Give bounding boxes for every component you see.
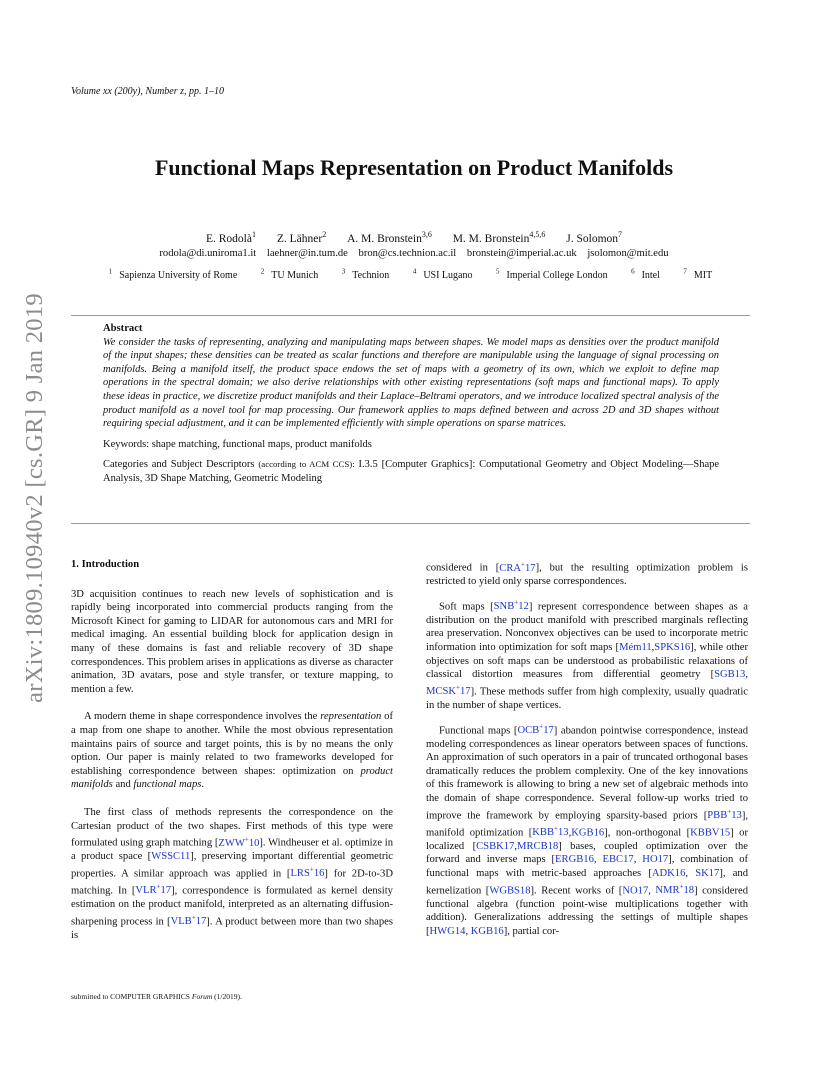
affiliations — [0, 268, 828, 281]
citation-link[interactable]: EBC17 — [602, 854, 634, 866]
affiliation: $^5$ Imperial College London — [495, 268, 608, 282]
citation-link[interactable]: SK17 — [695, 868, 720, 880]
email: jsolomon@mit.edu — [587, 248, 669, 259]
author-list — [0, 230, 828, 245]
section-heading: 1. Introduction — [71, 559, 140, 570]
citation-link[interactable]: LRS+16 — [290, 865, 325, 880]
citation-link[interactable]: KBB+13 — [532, 824, 569, 839]
citation-link[interactable]: KGB16 — [470, 925, 504, 937]
citation-link[interactable]: SGB13 — [714, 669, 746, 681]
affiliation: $^6$ Intel — [631, 268, 660, 282]
citation-link[interactable]: Mém11 — [619, 642, 652, 654]
citation-link[interactable]: KBBV15 — [690, 827, 731, 839]
citation-link[interactable]: ERGB16 — [555, 854, 594, 866]
paragraph: Soft maps [SNB+12] represent correspondence between shapes as a distribution on the product manifold with prescribed marginals reflecting area preservation. Nonconvex objectives can be used to incorporate metric information into optimization for soft maps [Mém11,SPKS16], while other objectives on soft maps can be understood as probabilistic relaxations of classical distortion measures from differential geometry [SGB13, MCSK+17]. These methods suffer from high complexity, usually quadratic in the number of shape vertices. — [426, 598, 748, 711]
author-emails — [0, 248, 828, 259]
author: A. M. Bronstein$^{3,6}$ — [347, 230, 432, 245]
abstract-section — [103, 322, 719, 486]
citation-link[interactable]: CSBK17 — [476, 840, 515, 852]
abstract-text: We consider the tasks of representing, analyzing and manipulating maps between shapes. We model maps as densities over the product manifold of the input shapes; these densities can be treated as scalar functions and therefore are manipulable using the language of signal processing on manifolds. Being a manifold itself, the product space endows the set of maps with a geometry of its own, which we exploit to define map operations in the spectral domain; we also derive relationships with other existing representations (soft maps and functional maps). To apply these ideas in practice, we discretize product manifolds and their Laplace–Beltrami operators, and we introduce localized spectral analysis of the product manifold as a novel tool for map processing. Our framework applies to maps defined between and across 2D and 3D shapes without requiring special adjustment, and it can be implemented efficiently with simple operations on sparse matrices. — [103, 336, 719, 430]
arxiv-stamp: arXiv:1809.10940v2 [cs.GR] 9 Jan 2019 — [21, 293, 48, 703]
page-footer: submitted to COMPUTER GRAPHICS Forum (1/2019). — [71, 992, 242, 1001]
subject-descriptors: Categories and Subject Descriptors (according to ACM CCS): I.3.5 [Computer Graphics]: Computational Geometry and Object Modeling—Shape Analysis, 3D Shape Matching, Geometric Modeling — [103, 459, 720, 484]
citation-link[interactable]: PBB+13 — [707, 807, 742, 822]
keywords: Keywords: shape matching, functional maps, product manifolds — [103, 438, 372, 450]
left-column — [71, 558, 393, 942]
citation-link[interactable]: SPKS16 — [654, 642, 691, 654]
citation-link[interactable]: ADK16 — [651, 868, 686, 880]
volume-line: Volume xx (200y), Number z, pp. 1–10 — [71, 86, 225, 97]
citation-link[interactable]: KGB16 — [571, 827, 605, 839]
email: bronstein@imperial.ac.uk — [466, 248, 577, 259]
paragraph: A modern theme in shape correspondence involves the representation of a map from one shape to another. While the most obvious representation maintains pairs of source and target points, this is by no means the only option. Our paper is mainly related to two frameworks developed for establishing correspondence between shapes: optimization on product manifolds and functional maps. — [71, 711, 393, 791]
citation-link[interactable]: VLR+17 — [135, 882, 172, 897]
citation-link[interactable]: MRCB18 — [517, 840, 559, 852]
divider — [71, 523, 750, 524]
email: rodola@di.uniroma1.it — [159, 248, 257, 259]
paragraph: Functional maps [OCB+17] abandon pointwise correspondence, instead modeling correspondences as linear operators between spaces of functions. An approximation of such operators in a pair of truncated orthogonal bases dramatically reduces the problem complexity. One of the key innovations of this framework is allowing to bring a new set of algebraic methods into the domain of shape correspondence. Several follow-up works tried to improve the framework by employing sparsity-based priors [PBB+13], manifold optimization [KBB+13,KGB16], non-orthogonal [KBBV15] or localized [CSBK17,MRCB18] bases, coupled optimization over the forward and inverse maps [ERGB16, EBC17, HO17], combination of functional maps with metric-based approaches [ADK16, SK17], and kernelization [WGBS18]. Recent works of [NO17, NMR+18] considered functional algebra (function point-wise multiplications together with addition). Generalizations addressing the settings of multiple shapes [HWG14, KGB16], partial cor- — [426, 722, 749, 937]
citation-link[interactable]: CRA+17 — [499, 560, 536, 574]
paragraph: considered in [CRA+17], but the resulting optimization problem is restricted to yield only sparse correspondences. — [426, 560, 748, 588]
citation-link[interactable]: WGBS18 — [489, 885, 531, 897]
citation-link[interactable]: MCSK+17 — [426, 683, 471, 698]
email: laehner@in.tum.de — [266, 248, 348, 259]
divider — [71, 315, 750, 316]
citation-link[interactable]: HO17 — [642, 854, 669, 866]
right-column — [426, 558, 748, 939]
citation-link[interactable]: SNB+12 — [493, 598, 529, 613]
paragraph: 3D acquisition continues to reach new levels of sophistication and is rapidly being incorporated into commercial products ranging from the Microsoft Kinect for gaming to LIDAR for autonomous cars and MRI for medical imaging. An essential building block for application design in many of these domains is fast and reliable recovery of 3D shape correspondences. This problem arises in applications as diverse as character animation, 3D avatars, pose and style transfer, or texture mapping, to mention a few. — [71, 588, 393, 695]
citation-link[interactable]: NMR+18 — [655, 882, 695, 897]
citation-link[interactable]: HWG14 — [429, 925, 466, 937]
email: bron@cs.technion.ac.il — [358, 248, 457, 259]
affiliation: $^1$ Sapienza University of Rome — [108, 268, 238, 282]
author: E. Rodolà$^1$ — [205, 230, 256, 245]
paper-title: Functional Maps Representation on Product Manifolds — [154, 155, 674, 180]
citation-link[interactable]: ZWW+10 — [218, 835, 260, 849]
citation-link[interactable]: WSSC11 — [151, 851, 191, 863]
affiliation: $^3$ Technion — [341, 268, 390, 282]
author: J. Solomon$^7$ — [566, 230, 623, 245]
author: Z. Lähner$^2$ — [276, 230, 327, 245]
affiliation: $^2$ TU Munich — [260, 268, 319, 282]
affiliation: $^7$ MIT — [683, 268, 713, 282]
author: M. M. Bronstein$^{4,5,6}$ — [452, 230, 546, 245]
citation-link[interactable]: VLB+17 — [170, 913, 207, 928]
affiliation: $^4$ USI Lugano — [412, 268, 473, 282]
citation-link[interactable]: OCB+17 — [517, 722, 554, 737]
citation-link[interactable]: NO17 — [622, 885, 649, 897]
paragraph: The first class of methods represents the correspondence on the Cartesian product of the two shapes. First methods of this type were formulated using graph matching [ZWW+10]. Windheuser et al. optimize in a product space [WSSC11], preserving important differential geometric properties. A similar approach was applied in [LRS+16] for 2D-to-3D matching. In [VLR+17], correspondence is formulated as kernel density estimation on the product manifold, interpreted as an alternating diffusion-sharpening process in [VLB+17]. A product between more than two shapes is — [71, 806, 393, 941]
abstract-heading: Abstract — [103, 323, 143, 334]
